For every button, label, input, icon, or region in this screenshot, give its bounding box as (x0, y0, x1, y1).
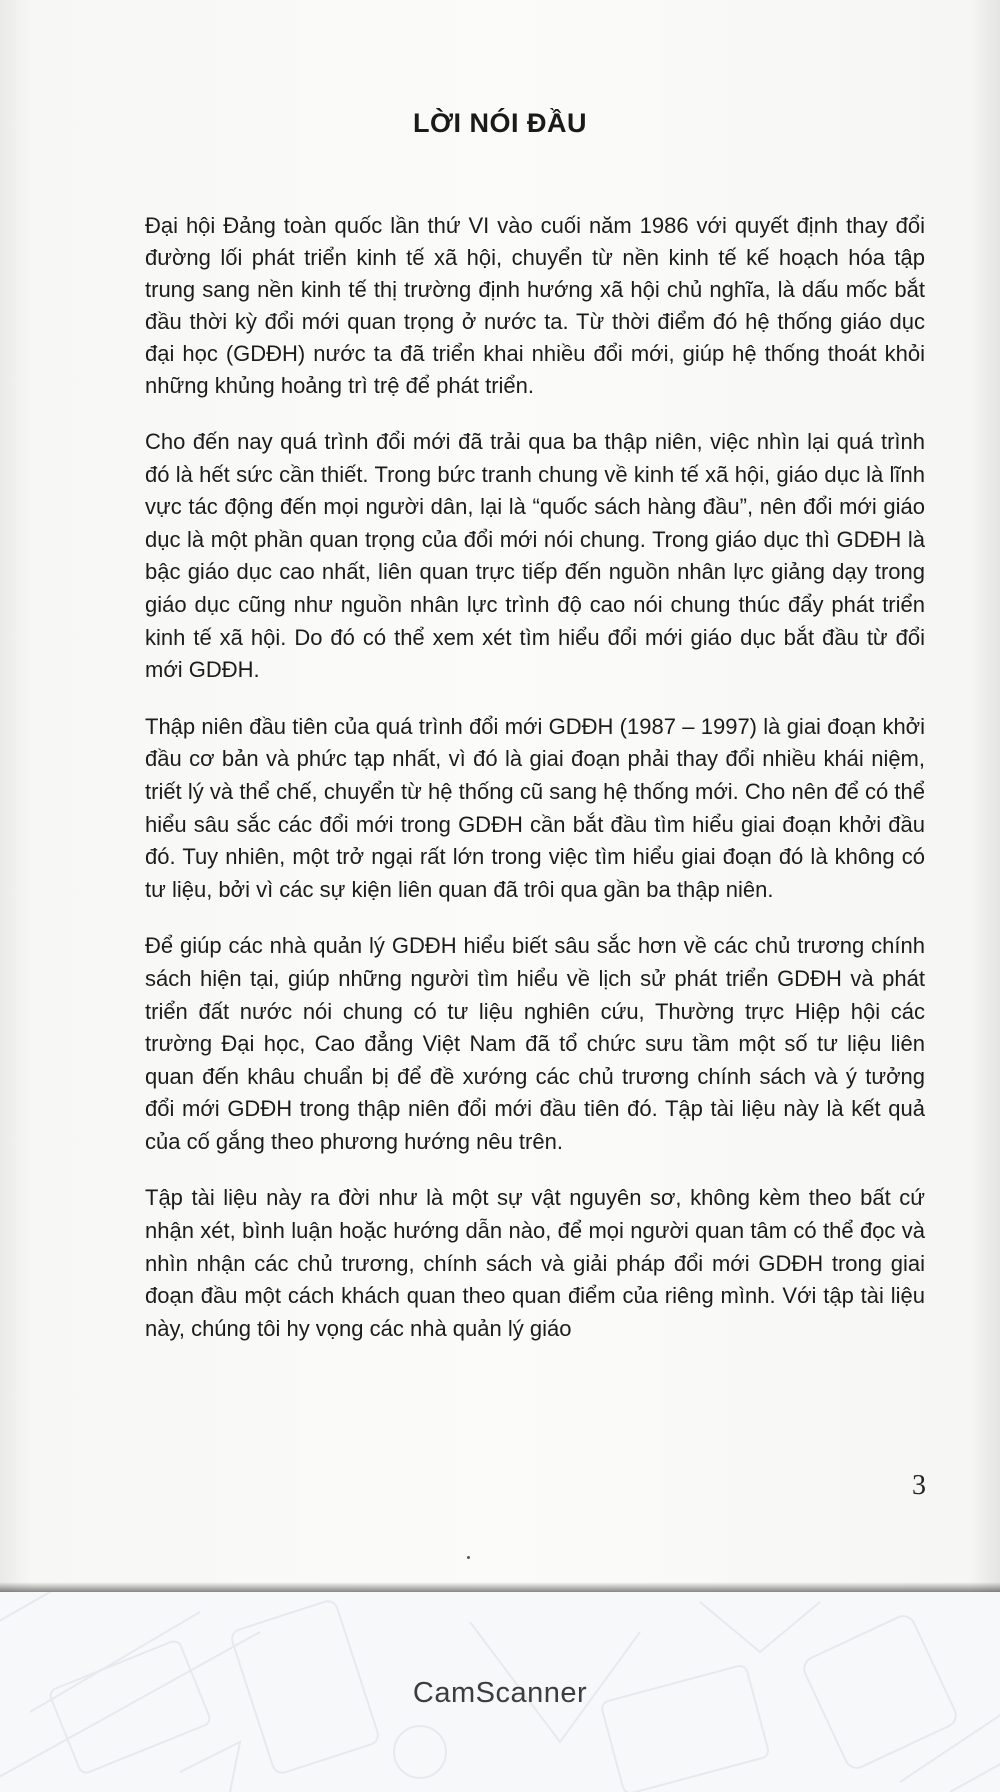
paragraph-2: Cho đến nay quá trình đổi mới đã trải qua ba thập niên, việc nhìn lại quá trình đó là hết sức cần thiết. Trong bức tranh chung về kinh tế xã hội, giáo dục là lĩnh vực tác động đến mọi người dân, lại là “quốc sách hàng đầu”, nên đổi mới giáo dục là một phần quan trọng của đổi mới nói chung. Trong giáo dục thì GDĐH là bậc giáo dục cao nhất, liên quan trực tiếp đến nguồn nhân lực giảng dạy trong giáo dục cũng như nguồn nhân lực trình độ cao nói chung thúc đẩy phát triển kinh tế xã hội. Do đó có thể xem xét tìm hiểu đổi mới giáo dục bắt đầu từ đổi mới GDĐH. (145, 429, 925, 683)
scanner-footer (0, 1592, 1000, 1792)
camscanner-watermark: CamScanner (412, 1677, 588, 1709)
paragraph-4: Để giúp các nhà quản lý GDĐH hiểu biết sâu sắc hơn về các chủ trương chính sách hiện tại, giúp những người tìm hiểu về lịch sử phát triển GDĐH và phát triển đất nước nói chung có tư liệu nghiên cứu, Thường trực Hiệp hội các trường Đại học, Cao đẳng Việt Nam đã tổ chức sưu tầm một số tư liệu liên quan đến khâu chuẩn bị để đề xướng các chủ trương chính sách và ý tưởng đổi mới GDĐH trong thập niên đổi mới đầu tiên đó. Tập tài liệu này là kết quả của cố gắng theo phương hướng nêu trên. (145, 933, 925, 1154)
page-number: 3 (912, 1470, 926, 1501)
paragraph-1: Đại hội Đảng toàn quốc lần thứ VI vào cuối năm 1986 với quyết định thay đổi đường lối phát triển kinh tế xã hội, chuyển từ nền kinh tế kế hoạch hóa tập trung sang nền kinh tế thị trường định hướng xã hội chủ nghĩa, là dấu mốc bắt đầu thời kỳ đổi mới quan trọng ở nước ta. Từ thời điểm đó hệ thống giáo dục đại học (GDĐH) nước ta đã triển khai nhiều đổi mới, giúp hệ thống thoát khỏi những khủng hoảng trì trệ để phát triển. (145, 213, 925, 398)
ink-dot (467, 1556, 470, 1559)
page-title: LỜI NÓI ĐẦU (412, 108, 588, 138)
body-text (145, 210, 925, 1369)
paragraph-5: Tập tài liệu này ra đời như là một sự vật nguyên sơ, không kèm theo bất cứ nhận xét, bình luận hoặc hướng dẫn nào, để mọi người quan tâm có thể đọc và nhìn nhận các chủ trương, chính sách và giải pháp đổi mới GDĐH trong giai đoạn đầu một cách khách quan theo quan điểm của riêng mình. Với tập tài liệu này, chúng tôi hy vọng các nhà quản lý giáo (145, 1185, 925, 1341)
paragraph-3: Thập niên đầu tiên của quá trình đổi mới GDĐH (1987 – 1997) là giai đoạn khởi đầu cơ bản và phức tạp nhất, vì đó là giai đoạn phải thay đổi nhiều khái niệm, triết lý và thể chế, chuyển từ hệ thống cũ sang hệ thống mới. Cho nên để có thể hiểu sâu sắc các đổi mới trong GDĐH cần bắt đầu tìm hiểu giai đoạn khởi đầu đó. Tuy nhiên, một trở ngại rất lớn trong việc tìm hiểu giai đoạn đó là không có tư liệu, bởi vì các sự kiện liên quan đã trôi qua gần ba thập niên. (145, 713, 925, 902)
